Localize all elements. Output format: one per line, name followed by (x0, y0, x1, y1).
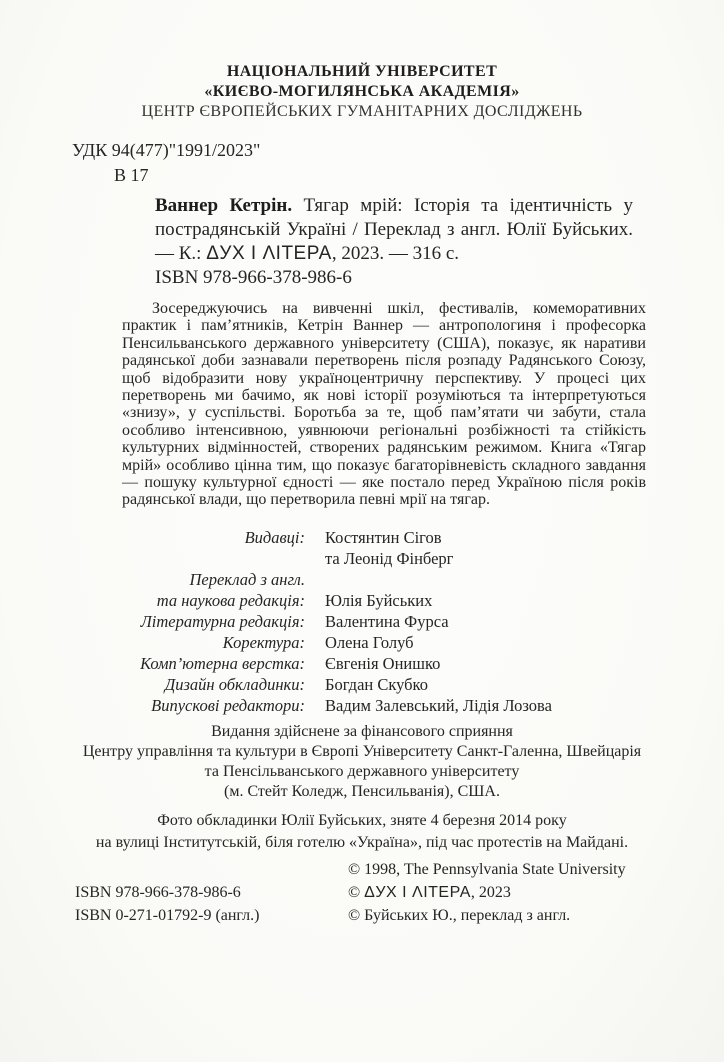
copyright-year: , 2023 (470, 883, 511, 901)
credit-row-publishers-cont (0, 548, 724, 569)
publisher-name: ΔУХ І ΛІТЕРА (364, 883, 471, 901)
funding-line: Центру управління та культури в Європі Університету Санкт-Галенна, Швейцарія (82, 742, 642, 760)
udk-block (72, 138, 724, 188)
credit-value: Вадим Залевський, Лідія Лозова (325, 695, 552, 715)
credit-label: Дизайн обкладинки: (164, 674, 305, 694)
book-isbn: ISBN 978-966-378-986-6 (155, 267, 352, 288)
bibliographic-record (155, 194, 633, 266)
abstract-paragraph: Зосереджуючись на вивченні шкіл, фестивалів, комеморативних практик і пам’ятників, Кетрін Ваннер — антропологиня і професорка Пенсильванського державного університету (США), показує, як наративи радянської доби зазнавали перетворень після розпаду Радянського Союзу, щоб відобразити нову україноцентричну перспективу. У процесі цих перетворень ми бачимо, як нові історії розуміються та інтерпретуються «знизу», у суспільстві. Боротьба за те, щоб пам’ятати чи забути, стала особливо інтенсивною, уявнюючи регіональні розбіжності та стійкість культурних відмінностей, створених радянським режимом. Книга «Тягар мрій» особливо цінна тим, що показує багаторівневість складного завдання — пошуку культурної єдності — яке постало перед Україною після років радянської влади, що перетворила певні мрії на тягар. (122, 300, 646, 509)
credit-value: Олена Голуб (325, 632, 414, 652)
book-publication-info: , 2023. — 316 с. (331, 243, 459, 264)
credit-row-cover-design (0, 674, 724, 695)
isbn-ukrainian-edition: ISBN 978-966-378-986-6 (75, 883, 241, 901)
credit-row-translation (0, 569, 724, 590)
credit-value: Костянтин Сігов (325, 527, 442, 547)
copyright-psu: © 1998, The Pennsylvania State University (348, 860, 626, 878)
credit-row-proofreading (0, 632, 724, 653)
isbn-english-edition: ISBN 0-271-01792-9 (англ.) (75, 906, 260, 924)
book-author: Ваннер Кетрін. (155, 195, 293, 216)
credit-row-layout (0, 653, 724, 674)
credit-label: Літературна редакція: (140, 611, 305, 631)
credit-label: та наукова редакція: (156, 590, 305, 610)
credit-row-managing-editors (0, 695, 724, 716)
center-name: ЦЕНТР ЄВРОПЕЙСЬКИХ ГУМАНІТАРНИХ ДОСЛІДЖЕНЬ (141, 103, 583, 120)
credit-value: Богдан Скубко (325, 674, 428, 694)
credit-value (325, 569, 724, 590)
credit-value: Юлія Буйських (325, 590, 433, 610)
university-name: НАЦІОНАЛЬНИЙ УНІВЕРСИТЕТ (226, 63, 498, 80)
credit-value: Валентина Фурса (325, 611, 449, 631)
publisher-header (0, 62, 724, 122)
photo-note-line: Фото обкладинки Юлії Буйських, зняте 4 березня 2014 року (157, 811, 567, 829)
credit-row-publishers (0, 527, 724, 548)
academy-name: «КИЄВО-МОГИЛЯНСЬКА АКАДЕМІЯ» (204, 83, 520, 100)
credit-label: Комп’ютерна верстка: (140, 653, 305, 673)
cover-photo-note (0, 810, 724, 854)
funding-note (0, 722, 724, 802)
credit-label (0, 548, 305, 569)
credit-row-scientific-editing (0, 590, 724, 611)
copyright-symbol: © (348, 883, 365, 901)
book-title-info: Тягар мрій: Історія та ідентичність у пострадянській Україні / Переклад з англ. Юлії Буйських. — К.: (155, 195, 633, 264)
udk-index: В 17 (114, 165, 149, 185)
credit-row-literary-editing (0, 611, 724, 632)
udk-code: УДК 94(477)"1991/2023" (72, 140, 261, 160)
book-copyright-page (0, 62, 724, 1062)
publisher-name: ΔУХ І ΛІТЕРА (206, 243, 332, 264)
copyright-block (0, 858, 724, 927)
isbn-list (75, 881, 307, 927)
copyright-publisher (348, 881, 626, 904)
credits-list (0, 527, 724, 716)
credit-label: Переклад з англ. (189, 569, 305, 589)
credit-label: Видавці: (244, 527, 305, 547)
credit-value: Євгенія Онишко (325, 653, 441, 673)
funding-line: Видання здійснене за фінансового сприяння (211, 722, 513, 740)
photo-note-line: на вулиці Інститутській, біля готелю «Україна», під час протестів на Майдані. (95, 833, 629, 851)
credit-label: Випускові редактори: (151, 695, 305, 715)
funding-line: (м. Стейт Коледж, Пенсильванія), США. (224, 782, 500, 800)
credit-value: та Леонід Фінберг (325, 548, 454, 568)
copyright-translator: © Буйських Ю., переклад з англ. (348, 906, 571, 924)
credit-label: Коректура: (222, 632, 305, 652)
funding-line: та Пенсільванського державного університету (204, 762, 520, 780)
copyright-list (348, 858, 626, 927)
